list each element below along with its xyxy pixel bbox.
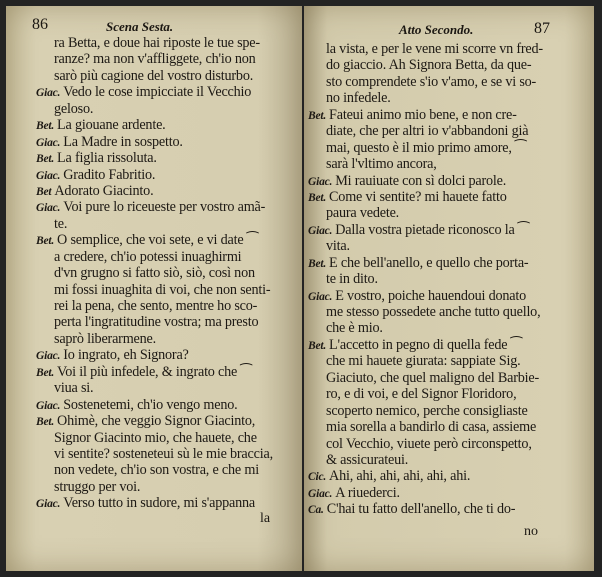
speech-line bbox=[308, 288, 543, 304]
speaker-label: Giac. bbox=[36, 498, 61, 511]
speaker-label: Bet. bbox=[36, 153, 55, 166]
running-head: Scena Sesta. bbox=[106, 19, 174, 34]
speaker-label: Bet. bbox=[36, 416, 55, 429]
continuation-line bbox=[308, 238, 543, 254]
line-text: Voi il più infedele, & ingrato che ⁀ bbox=[57, 363, 252, 380]
speech-line bbox=[308, 468, 543, 484]
speech-line bbox=[36, 150, 273, 166]
catchword: la bbox=[260, 511, 271, 526]
line-text: Giaciuto, che quel maligno del Barbie- bbox=[326, 369, 540, 386]
speech-line bbox=[36, 495, 273, 511]
line-text: mi fossi inuaghita di voi, che non senti- bbox=[54, 281, 271, 298]
line-text: struggo per voi. bbox=[54, 478, 141, 495]
speech-line bbox=[308, 189, 543, 205]
speech-line bbox=[308, 222, 543, 238]
continuation-line bbox=[36, 68, 273, 84]
speaker-label: Giac. bbox=[36, 136, 61, 149]
line-text: Adorato Giacinto. bbox=[54, 182, 154, 199]
line-text: a credere, ch'io potessi inuaghirmi bbox=[54, 248, 242, 265]
speech-line bbox=[308, 501, 543, 517]
speaker-label: Cic. bbox=[308, 471, 327, 484]
continuation-line bbox=[308, 271, 543, 287]
continuation-line bbox=[308, 436, 543, 452]
speaker-label: Ca. bbox=[308, 504, 324, 517]
continuation-line bbox=[36, 282, 273, 298]
line-text: vi sentite? sosteneteui sù le mie braccia, bbox=[54, 445, 273, 462]
line-text: L'accetto in pegno di quella fede ⁀ bbox=[329, 336, 522, 353]
speech-line bbox=[36, 397, 273, 413]
line-text: & assicurateui. bbox=[326, 451, 409, 468]
line-text: col Vecchio, viuete però circonspetto, bbox=[326, 435, 532, 452]
speech-line bbox=[36, 232, 273, 248]
line-text: A riuederci. bbox=[335, 484, 400, 501]
line-text: Sostenetemi, ch'io vengo meno. bbox=[63, 396, 238, 413]
line-text: Mi rauiuate con sì dolci parole. bbox=[335, 172, 507, 189]
line-text: sarò più cagione del vostro disturbo. bbox=[54, 67, 254, 84]
line-text: Fateui animo mio bene, e non cre- bbox=[329, 106, 517, 123]
line-text: scoperto nemico, perche consigliaste bbox=[326, 402, 528, 419]
continuation-line bbox=[308, 403, 543, 419]
line-text: vita. bbox=[326, 238, 350, 255]
line-text: no infedele. bbox=[326, 90, 391, 107]
line-text: che è mio. bbox=[326, 320, 383, 337]
continuation-line bbox=[36, 479, 273, 495]
continuation-line bbox=[36, 331, 273, 347]
page-number: 87 bbox=[534, 20, 550, 37]
line-text: viua si. bbox=[54, 380, 94, 397]
line-text: diate, che per altri io v'abbandoni già bbox=[326, 123, 529, 140]
speaker-label: Giac. bbox=[36, 202, 61, 215]
line-text: Ohimè, che veggio Signor Giacinto, bbox=[57, 413, 256, 430]
speech-line bbox=[36, 347, 273, 363]
line-text: me stesso possedete anche tutto quello, bbox=[326, 304, 541, 320]
line-text: te. bbox=[54, 215, 68, 232]
continuation-line bbox=[308, 205, 543, 221]
continuation-line bbox=[36, 298, 273, 314]
page-text bbox=[36, 35, 273, 512]
speaker-label: Bet. bbox=[36, 235, 55, 248]
line-text: E che bell'anello, e quello che porta- bbox=[329, 254, 529, 271]
speaker-label: Bet bbox=[36, 185, 52, 198]
line-text: Io ingrato, eh Signora? bbox=[63, 347, 189, 364]
line-text: Come vi sentite? mi hauete fatto bbox=[329, 188, 507, 205]
continuation-line bbox=[36, 35, 273, 51]
speaker-label: Bet. bbox=[308, 191, 327, 204]
continuation-line bbox=[36, 314, 273, 330]
speech-line bbox=[308, 107, 543, 123]
line-text: sto comprendete s'io v'amo, e se vi so- bbox=[326, 73, 537, 90]
line-text: mai, questo è il mio primo amore, ⁀ bbox=[326, 139, 527, 156]
line-text: che mi hauete giurata: sappiate Sig. bbox=[326, 353, 521, 370]
line-text: paura vedete. bbox=[326, 205, 400, 222]
line-text: Verso tutto in sudore, mi s'appanna bbox=[63, 495, 256, 512]
speech-line bbox=[36, 134, 273, 150]
speech-line bbox=[36, 167, 273, 183]
speech-line bbox=[308, 337, 543, 353]
catchword: no bbox=[524, 524, 538, 539]
speech-line bbox=[36, 117, 273, 133]
continuation-line bbox=[36, 265, 273, 281]
left-page-86 bbox=[6, 6, 302, 571]
speaker-label: Giac. bbox=[308, 487, 333, 500]
continuation-line bbox=[308, 419, 543, 435]
speech-line bbox=[36, 84, 273, 100]
continuation-line bbox=[36, 380, 273, 396]
continuation-line bbox=[308, 353, 543, 369]
speaker-label: Bet. bbox=[36, 366, 55, 379]
continuation-line bbox=[308, 386, 543, 402]
line-text: mia sorella a bandirlo di casa, assieme bbox=[326, 419, 537, 436]
line-text: saprò liberarmene. bbox=[54, 330, 156, 347]
line-text: O semplice, che voi sete, e vi date ⁀ bbox=[57, 232, 259, 249]
continuation-line bbox=[36, 249, 273, 265]
continuation-line bbox=[36, 216, 273, 232]
line-text: Vedo le cose impicciate il Vecchio bbox=[63, 84, 252, 101]
line-text: Signor Giacinto mio, che hauete, che bbox=[54, 429, 257, 446]
speaker-label: Giac. bbox=[308, 290, 333, 303]
line-text: ranze? ma non v'affliggete, ch'io non bbox=[54, 51, 256, 68]
right-page-87 bbox=[304, 6, 594, 571]
continuation-line bbox=[36, 462, 273, 478]
page-text bbox=[308, 41, 543, 518]
line-text: do giaccio. Ah Signora Betta, da que- bbox=[326, 57, 532, 74]
line-text: geloso. bbox=[54, 100, 94, 117]
line-text: la vista, e per le vene mi scorre vn fred- bbox=[326, 41, 543, 57]
continuation-line bbox=[36, 446, 273, 462]
speaker-label: Giac. bbox=[308, 224, 333, 237]
line-text: Voi pure lo riceueste per vostro amã- bbox=[63, 199, 266, 216]
speaker-label: Giac. bbox=[36, 399, 61, 412]
line-text: Gradito Fabritio. bbox=[63, 166, 156, 183]
speech-line bbox=[36, 199, 273, 215]
continuation-line bbox=[36, 430, 273, 446]
line-text: La giouane ardente. bbox=[57, 117, 166, 134]
speech-line bbox=[308, 173, 543, 189]
line-text: C'hai tu fatto dell'anello, che ti do- bbox=[326, 501, 516, 518]
line-text: La figlia rissoluta. bbox=[57, 150, 157, 167]
speech-line bbox=[308, 255, 543, 271]
continuation-line bbox=[36, 51, 273, 67]
continuation-line bbox=[308, 304, 543, 320]
page-number: 86 bbox=[32, 16, 48, 33]
line-text: ra Betta, e doue hai riposte le tue spe- bbox=[54, 35, 260, 51]
line-text: E vostro, poiche hauendoui donato bbox=[335, 287, 527, 304]
continuation-line bbox=[308, 57, 543, 73]
line-text: rei la pena, che sento, mentre ho sco- bbox=[54, 298, 258, 314]
continuation-line bbox=[308, 74, 543, 90]
speaker-label: Bet. bbox=[308, 339, 327, 352]
line-text: non vedete, ch'io son vostra, e che mi bbox=[54, 462, 259, 479]
line-text: Ahi, ahi, ahi, ahi, ahi, ahi. bbox=[329, 468, 471, 485]
line-text: La Madre in sospetto. bbox=[63, 133, 183, 150]
speaker-label: Giac. bbox=[36, 87, 61, 100]
speaker-label: Bet. bbox=[308, 257, 327, 270]
speaker-label: Giac. bbox=[308, 175, 333, 188]
line-text: Dalla vostra pietade riconosco la ⁀ bbox=[335, 221, 530, 238]
line-text: te in dito. bbox=[326, 271, 378, 288]
continuation-line bbox=[308, 41, 543, 57]
continuation-line bbox=[308, 156, 543, 172]
running-head: Atto Secondo. bbox=[399, 22, 474, 37]
speech-line bbox=[308, 485, 543, 501]
continuation-line bbox=[308, 140, 543, 156]
continuation-line bbox=[308, 320, 543, 336]
line-text: ro, e di voi, e del Signor Floridoro, bbox=[326, 386, 517, 403]
continuation-line bbox=[36, 101, 273, 117]
continuation-line bbox=[308, 370, 543, 386]
speaker-label: Giac. bbox=[36, 350, 61, 363]
speaker-label: Bet. bbox=[36, 120, 55, 133]
continuation-line bbox=[308, 90, 543, 106]
continuation-line bbox=[308, 123, 543, 139]
line-text: perta l'ingratitudine vostra; ma presto bbox=[54, 314, 259, 331]
line-text: sarà l'vltimo ancora, bbox=[326, 156, 437, 173]
speaker-label: Giac. bbox=[36, 169, 61, 182]
speech-line bbox=[36, 364, 273, 380]
speaker-label: Bet. bbox=[308, 109, 327, 122]
speech-line bbox=[36, 183, 273, 199]
line-text: d'vn grugno si fatto siò, siò, così non bbox=[54, 265, 255, 282]
speech-line bbox=[36, 413, 273, 429]
continuation-line bbox=[308, 452, 543, 468]
